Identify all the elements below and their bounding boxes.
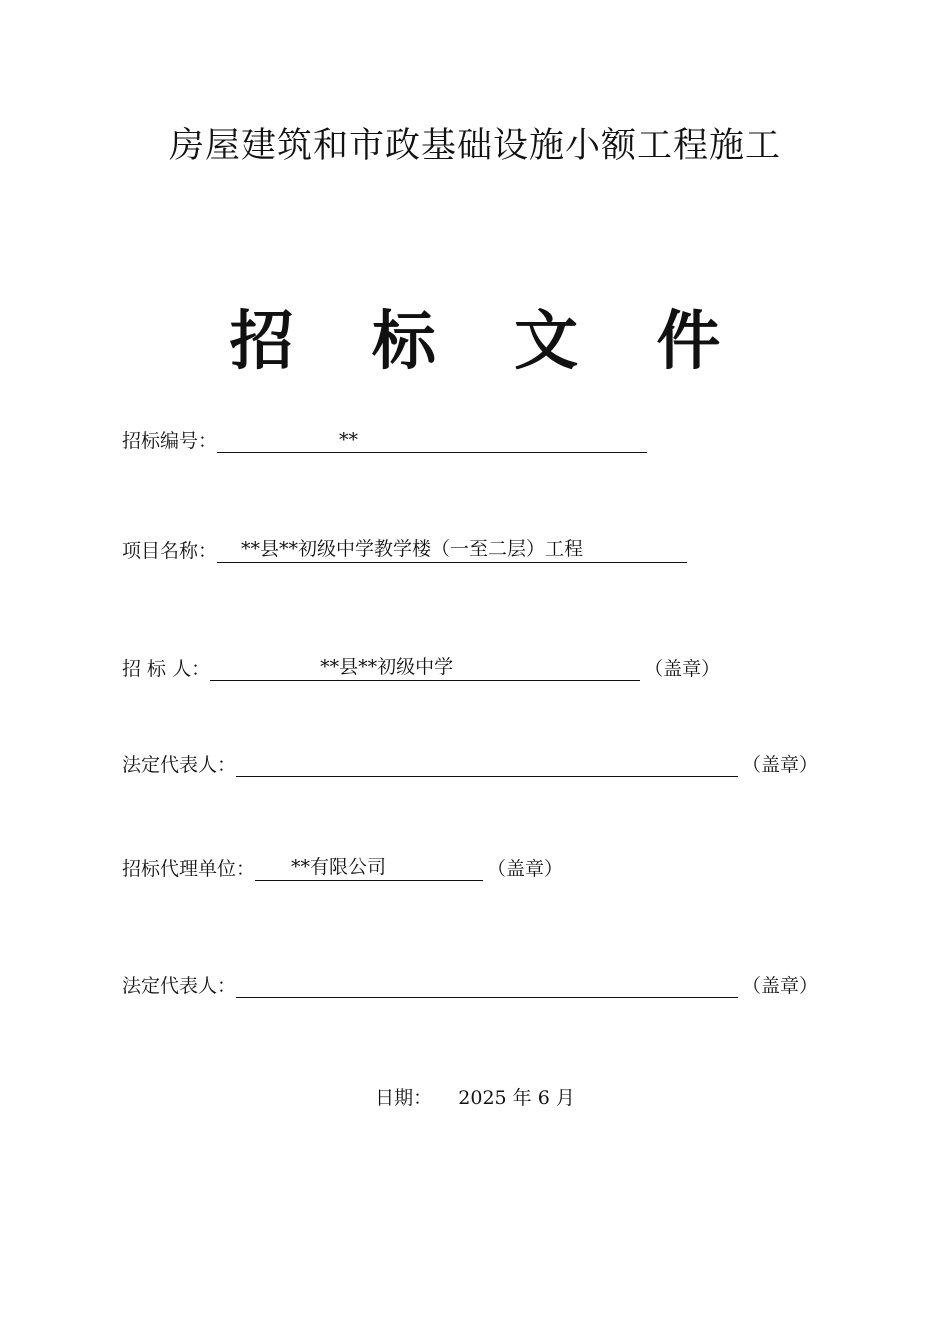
agency-seal: （盖章）	[487, 858, 564, 880]
document-subtitle: 房屋建筑和市政基础设施小额工程施工	[168, 126, 781, 166]
agency-label: 招标代理单位：	[122, 858, 256, 880]
legal-rep-1-line	[236, 752, 738, 777]
bid-number-value: **	[339, 429, 359, 451]
tenderer-value: **县**初级中学	[320, 656, 454, 678]
legal-rep-2-seal: （盖章）	[742, 975, 819, 997]
agency-row	[122, 851, 563, 881]
legal-rep-2-row	[122, 968, 818, 998]
tenderer-row	[122, 651, 720, 681]
legal-rep-2-label: 法定代表人：	[122, 975, 237, 997]
agency-value: **有限公司	[291, 856, 387, 878]
legal-rep-2-line	[236, 973, 738, 998]
tenderer-label: 招 标 人：	[122, 658, 211, 680]
project-name-row	[122, 533, 687, 563]
legal-rep-1-row	[122, 747, 818, 777]
bid-number-row	[122, 423, 647, 453]
legal-rep-1-seal: （盖章）	[742, 754, 819, 776]
bid-number-line	[217, 428, 647, 453]
bid-number-label: 招标编号：	[122, 430, 218, 452]
legal-rep-1-label: 法定代表人：	[122, 754, 237, 776]
document-title: 招 标 文 件	[229, 304, 749, 379]
project-name-value: **县**初级中学教学楼（一至二层）工程	[241, 538, 584, 560]
tenderer-line	[210, 656, 640, 681]
project-name-line	[217, 538, 687, 563]
agency-line	[255, 856, 483, 881]
date-value: 2025 年 6 月	[458, 1087, 575, 1109]
date-label: 日期：	[375, 1087, 433, 1109]
project-name-label: 项目名称：	[122, 540, 218, 562]
date-line	[0, 1083, 950, 1110]
tenderer-seal: （盖章）	[644, 658, 721, 680]
